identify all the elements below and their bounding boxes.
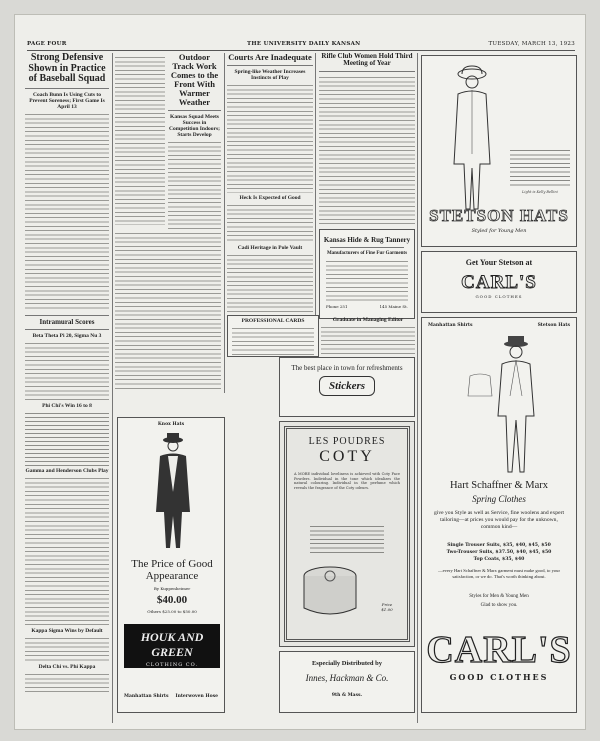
column-rule	[417, 53, 418, 723]
baseball-subhead: Coach Bunn Is Using Cuts to Prevent Soreness; First Game Is April 13	[29, 91, 105, 110]
heck-subhead: Heck Is Expected of Good	[239, 194, 301, 201]
column-rule	[112, 53, 113, 723]
column-rule	[315, 53, 316, 353]
article-body	[321, 325, 415, 357]
hsm-left-label: Manhattan Shirts	[428, 323, 473, 328]
kansas-hide-ad	[319, 229, 415, 319]
hsm-body: give you Style as well as Service, fine woolens and expert tailoring—at prices you would pay for the unknown, common kind—	[433, 510, 565, 530]
rifle-headline: Rifle Club Women Hold Third Meeting of Year	[321, 53, 413, 68]
knox-others: Others $25.00 to $50.00	[147, 609, 197, 614]
houk-green-brand: HOUK AND GREEN	[140, 630, 204, 659]
knox-price: $40.00	[156, 594, 188, 606]
kansas-hide-subtitle: Manufacturers of Fine Fur Garments	[326, 250, 408, 256]
powder-box-icon	[300, 558, 360, 628]
hochman-address: 9th & Mass.	[331, 693, 363, 698]
carls-bottom-brand: CARL'S	[426, 629, 572, 671]
article-body	[25, 112, 109, 312]
article-body	[115, 231, 221, 391]
houk-green-ad	[117, 417, 225, 713]
newspaper-page	[14, 14, 586, 730]
stetson-ad	[421, 55, 577, 247]
hsm-footer: Styles for Men & Young Men	[469, 594, 529, 599]
carls-top-ad	[421, 251, 577, 313]
intramural-item: Phi Chi's Win 16 to 8	[42, 402, 92, 409]
coty-list	[310, 524, 384, 554]
track-subhead: Kansas Squad Meets Success in Competition Indoors; Starts Develop	[169, 113, 220, 138]
pole-vault-subhead: Cadi Heritage in Pole Vault	[237, 244, 303, 251]
hsm-item: Top Coats, $35, $40	[473, 557, 525, 562]
houk-green-sub: CLOTHING CO.	[145, 662, 199, 668]
hsm-glad: Glad to show you.	[480, 603, 518, 608]
intramural-item: Delta Chi vs. Phi Kappa	[38, 663, 96, 670]
intramural-item: Beta Theta Pi 20, Sigma Nu 3	[32, 332, 102, 339]
courts-column	[227, 53, 313, 353]
paper-title: THE UNIVERSITY DAILY KANSAN	[247, 41, 361, 47]
kansas-hide-address: 145 Maine St.	[379, 303, 408, 309]
hsm-line: Spring Clothes	[472, 494, 526, 504]
courts-subhead: Spring-like Weather Increases Instincts of Play	[234, 68, 306, 81]
article-body	[319, 75, 415, 225]
intramural-heading: Intramural Scores	[39, 317, 95, 326]
masthead	[27, 39, 575, 51]
intramural-item: Gamma and Henderson Clubs Play	[25, 467, 109, 474]
article-body	[25, 672, 109, 692]
column-rule	[224, 53, 225, 393]
ad-body	[326, 259, 408, 301]
hochman-brand: Innes, Hackman & Co.	[305, 673, 389, 683]
coty-ad	[279, 421, 415, 647]
coty-title-top: LES POUDRES	[308, 436, 386, 447]
hochman-lead: Especially Distributed by	[311, 660, 383, 667]
article-body	[115, 55, 165, 225]
coty-body: A MORE individual loveliness is achieved with Coty Face Powders. Individual in the tone which idealizes the natural colouring. Individual in the perfume which reveals the fragrance of the Coty odeurs.	[294, 472, 400, 490]
suited-man-illustration-icon	[450, 336, 550, 476]
article-body	[227, 203, 313, 243]
hsm-ad	[421, 317, 577, 713]
gentleman-illustration-icon	[148, 432, 198, 552]
hsm-guarantee: —every Hart Schaffner & Marx garment must make good, to your satisfaction, or we do. That's worth thinking about.	[438, 568, 560, 579]
track-column	[115, 53, 221, 393]
hsm-right-label: Stetson Hats	[537, 323, 570, 328]
hochman-ad	[279, 651, 415, 713]
stetson-caption: Light is Kelly Bellini	[522, 190, 558, 194]
carls-top-sub: GOOD CLOTHES	[475, 294, 523, 299]
coty-title-main: COTY	[319, 448, 375, 465]
stetson-brand: STETSON HATS	[429, 206, 569, 225]
courts-headline: Courts Are Inadequate	[228, 53, 312, 62]
stickers-ad	[279, 357, 415, 417]
knox-label: Knox Hats	[157, 422, 185, 427]
graduate-subhead: Graduate in Managing Editor	[332, 317, 404, 323]
knox-foot-right: Interwoven Hose	[175, 694, 218, 699]
hsm-item: Two-Trouser Suits, $37.50, $40, $45, $50	[446, 550, 552, 555]
article-body	[25, 476, 109, 626]
knox-by: By Kuppenheimer	[153, 586, 191, 591]
hsm-item: Single Trouser Suits, $35, $40, $45, $50	[447, 543, 551, 548]
issue-date: TUESDAY, MARCH 13, 1923	[488, 41, 575, 47]
kansas-hide-title: Kansas Hide & Rug Tannery	[323, 235, 411, 244]
cards-title: PROFESSIONAL CARDS	[241, 318, 305, 324]
stickers-logo: Stickers	[319, 376, 375, 396]
man-illustration-icon	[440, 64, 504, 214]
page-number: PAGE FOUR	[27, 41, 67, 47]
knox-title: The Price of Good Appearance	[131, 558, 213, 582]
professional-cards	[227, 315, 319, 357]
baseball-column	[25, 53, 109, 723]
carls-top-brand: CARL'S	[461, 272, 537, 293]
article-body	[25, 341, 109, 401]
cards-body	[232, 326, 314, 356]
stetson-tag: Styled for Young Men	[471, 228, 527, 234]
intramural-item: Kappa Sigma Wins by Default	[31, 627, 103, 634]
graduate-column	[321, 315, 415, 357]
article-body	[227, 83, 313, 193]
carls-top-lead: Get Your Stetson at	[465, 258, 533, 267]
rifle-column	[319, 53, 415, 353]
track-headline: Outdoor Track Work Comes to the Front With Warmer Weather	[170, 53, 219, 107]
knox-foot-left: Manhattan Shirts	[124, 694, 169, 699]
houk-green-logo	[124, 624, 220, 668]
hsm-brand: Hart Schaffner & Marx	[449, 480, 549, 491]
baseball-headline: Strong Defensive Shown in Practice of Baseball Squad	[28, 53, 106, 84]
ad-body	[510, 148, 570, 188]
coty-footer: Price $1.00	[381, 602, 393, 612]
article-body	[25, 636, 109, 662]
box-score	[25, 411, 109, 466]
carls-bottom-sub: GOOD CLOTHES	[449, 672, 549, 682]
hsm-items	[432, 542, 566, 563]
kansas-hide-phone: Phone 251	[326, 303, 348, 309]
stickers-headline: The best place in town for refreshments	[291, 364, 403, 372]
